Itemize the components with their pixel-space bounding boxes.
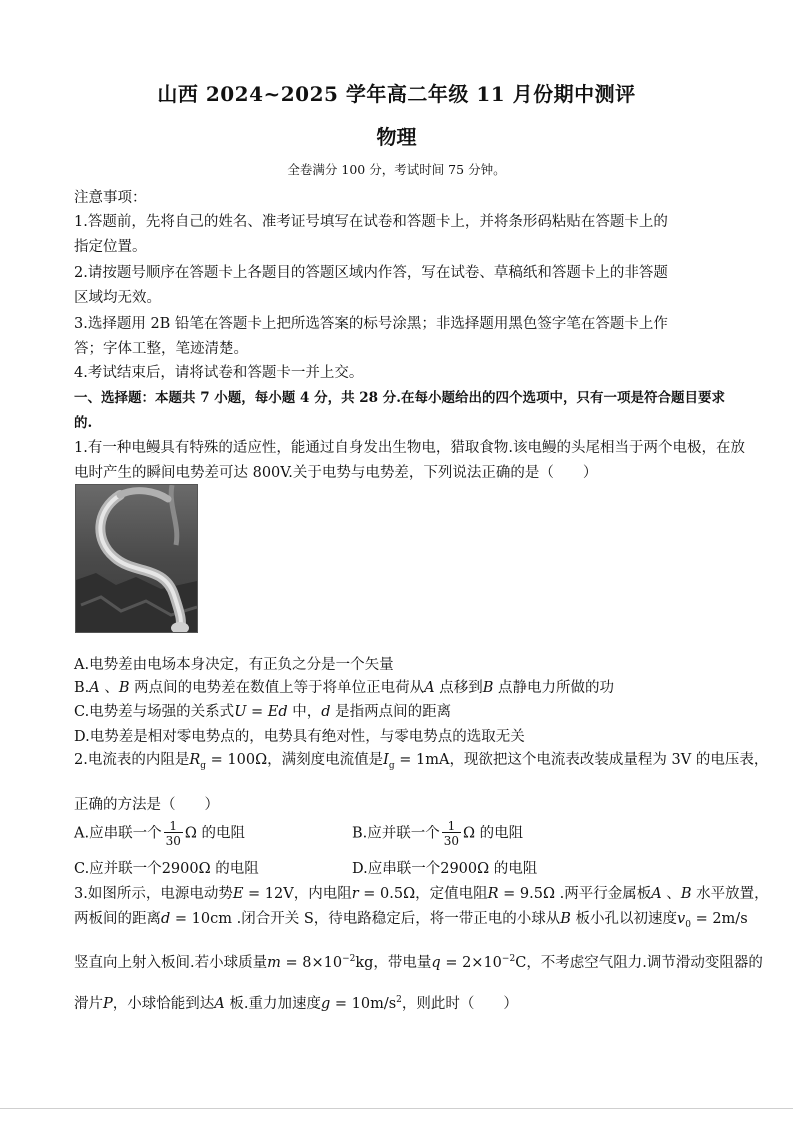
page-bottom-rule [0,1108,793,1109]
notice-item-2: 2.请按题号顺序在答题卡上各题目的答题区域内作答，写在试卷、草稿纸和答题卡上的非答题 [74,265,668,281]
q3-stem-line2: 两板间的距离d = 10cm .闭合开关 S，待电路稳定后，将一带正电的小球从B 板小孔以初速度$v_0 = 2m/s$ [74,911,748,930]
section-1-heading: 一、选择题：本题共 7 小题，每小题 4 分，共 28 分.在每小题给出的四个选项中，只有一项是符合题目要求 [74,390,725,406]
q2-option-a: A.应串联一个 $\frac{1}{30}$ Ω 的电阻 [74,819,246,848]
exam-title: 山西 2024~2025 学年高二年级 11 月份期中测评 [157,82,636,106]
notice-item-2-cont: 区域均无效。 [74,290,161,306]
q2-option-c: C.应并联一个2900Ω 的电阻 [74,861,259,877]
q1-option-d: D.电势差是相对零电势点的，电势具有绝对性，与零电势点的选取无关 [74,729,525,745]
q1-stem-line2: 电时产生的瞬间电势差可达 800V.关于电势与电势差，下列说法正确的是（ ） [74,465,598,481]
notice-item-3: 3.选择题用 2B 铅笔在答题卡上把所选答案的标号涂黑；非选择题用黑色签字笔在答题卡上作 [74,316,668,332]
q1-option-b: B.A 、B 两点间的电势差在数值上等于将单位正电荷从A 点移到B 点静电力所做的功 [74,680,614,696]
q2-option-d: D.应串联一个2900Ω 的电阻 [352,861,538,877]
notice-heading: 注意事项： [74,190,147,206]
q3-stem-line4: 滑片P，小球恰能到达A 板.重力加速度$g = 10m/s^2$，则此时（ ） [74,995,518,1012]
notice-item-1: 1.答题前，先将自己的姓名、准考证号填写在试卷和答题卡上，并将条形码粘贴在答题卡上的 [74,214,668,230]
q1-option-a: A.电势差由电场本身决定，有正负之分是一个矢量 [74,657,394,673]
q1-option-c: C.电势差与场强的关系式U = Ed 中，d 是指两点间的距离 [74,704,452,720]
electric-eel-icon [76,485,197,632]
notice-item-3-cont: 答；字体工整，笔迹清楚。 [74,341,248,357]
q2-option-b: B.应并联一个 $\frac{1}{30}$ Ω 的电阻 [352,819,524,848]
q2-stem-line1: 2.电流表的内阻是$R_g = 100\Omega$，满刻度电流值是$I_g = 1mA$，现欲把这个电流表改装成量程为 3V 的电压表， [74,752,769,771]
q3-stem-line3: 竖直向上射入板间.若小球质量$m = 8\times 10^{-2}kg$，带电量$q = 2\times 10^{-2}C$，不考虑空气阻力.调节滑动变阻器的 [74,954,763,971]
q2-stem-line2: 正确的方法是（ ） [74,797,219,813]
q1-stem-line1: 1.有一种电鳗具有特殊的适应性，能通过自身发出生物电，猎取食物.该电鳗的头尾相当于两个电极，在放 [74,440,745,456]
subject-title: 物理 [376,125,417,149]
q3-stem-line1: 3.如图所示，电源电动势E = 12V，内电阻r = 0.5Ω，定值电阻R = 9.5Ω .两平行金属板A 、B 水平放置， [74,886,769,902]
notice-item-4: 4.考试结束后，请将试卷和答题卡一并上交。 [74,365,364,381]
exam-info: 全卷满分 100 分，考试时间 75 分钟。 [287,162,506,177]
section-1-heading-cont: 的. [74,415,93,431]
electric-eel-photo [75,484,198,633]
notice-item-1-cont: 指定位置。 [74,239,147,255]
